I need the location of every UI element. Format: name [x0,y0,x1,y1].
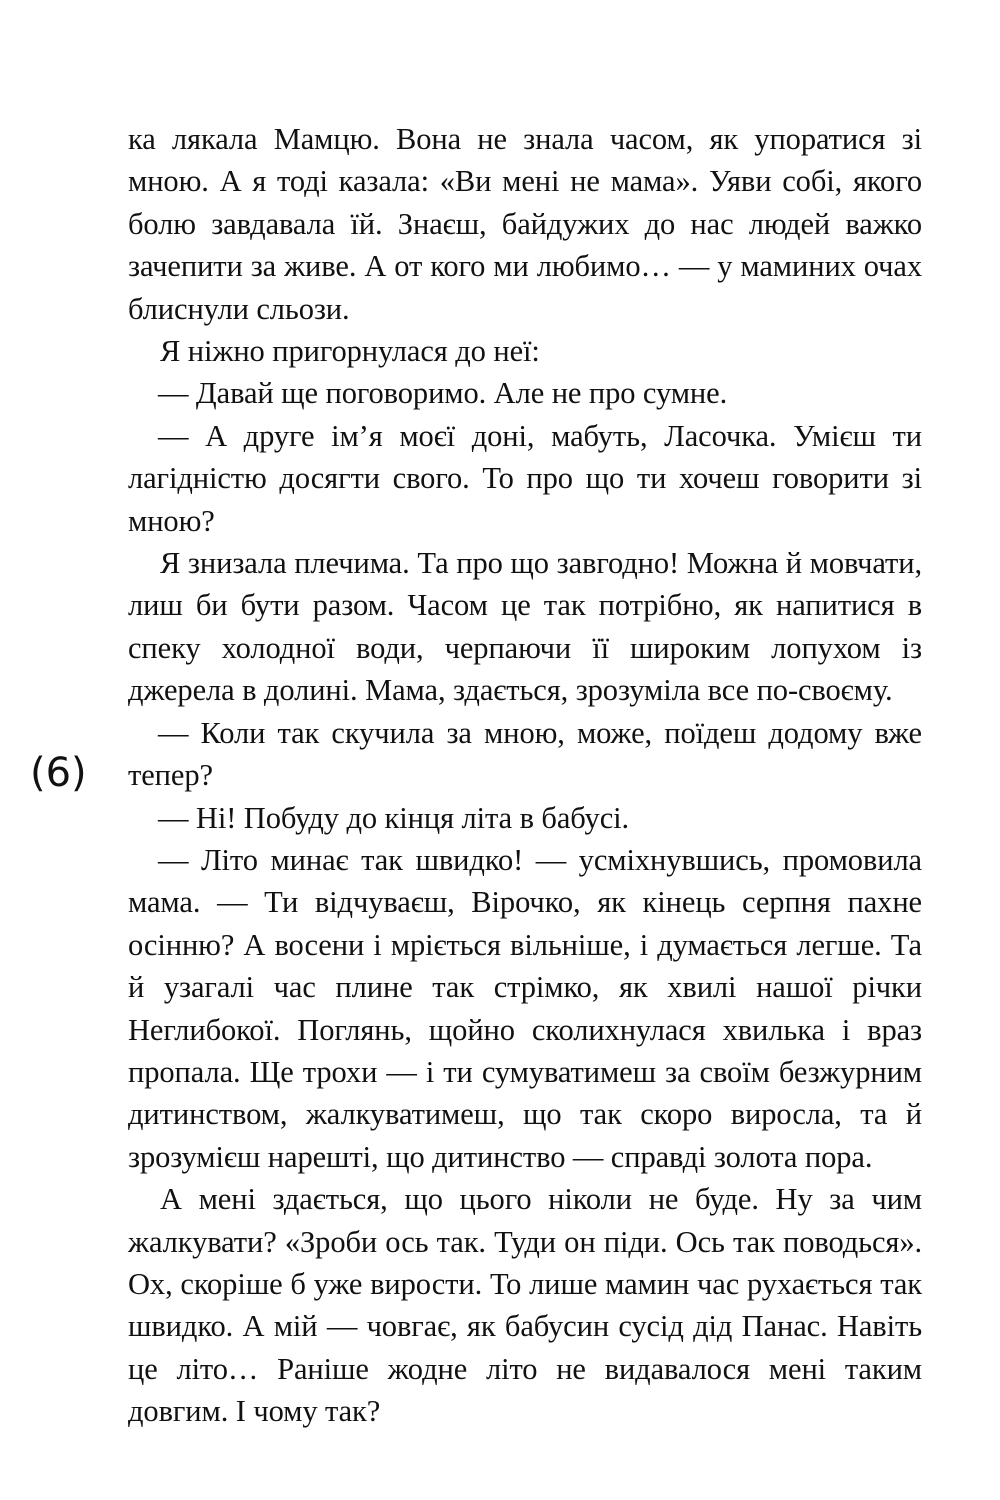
paragraph-2: Я ніжно пригорнулася до неї: [160,334,540,369]
paragraph-5: Я знизала плечима. Та про що завгодно! Можна й мовчати, лиш би бути разом. Часом це так потрібно, як напитися в спеку холодної води, черпаючи її широким лопухом із джерела в долині. Мама, здається, зрозуміла все по-своєму. [128,546,922,708]
paragraph-6: — Коли так скучила за мною, може, поїдеш додому вже тепер? [128,715,922,793]
paragraph-3: — Давай ще поговоримо. Але не про сумне. [158,376,728,411]
paragraph-4: — А друге ім’я моєї доні, мабуть, Ласочка. Умієш ти лагідністю досягти свого. То про що ти хочеш говорити зі мною? [128,418,922,538]
page-text [128,118,922,1433]
paragraph-8: — Літо минає так швидко! — усміхнувшись, промовила мама. — Ти відчуваєш, Вірочко, як кінець серпня пахне осінню? А восени і мріється вільніше, і думається легше. Та й узагалі час плине так стрімко, як хвилі нашої річки Неглибокої. Поглянь, щойно сколихнулася хвилька і враз пропала. Ще трохи — і ти сумуватимеш за своїм безжурним дитинством, жалкуватимеш, що так скоро виросла, та й зрозумієш нарешті, що дитинство — справді золота пора. [128,842,922,1174]
paragraph-1: ка лякала Мамцю. Вона не знала часом, як упоратися зі мною. А я тоді казала: «Ви мені не мама». Уяви собі, якого болю завдавала їй. Знаєш, байдужих до нас людей важко зачепити за живе. А от кого ми любимо… — у маминих очах блиснули сльози. [128,122,922,326]
paragraph-9: А мені здається, що цього ніколи не буде. Ну за чим жалкувати? «Зроби ось так. Туди он піди. Ось так поводься». Ох, скоріше б уже вирости. То лише мамин час рухається так швидко. А мій — човгає, як бабусин сусід дід Панас. Навіть це літо… Раніше жодне літо не видавалося мені таким довгим. І чому так? [128,1182,922,1429]
margin-mark: (6) [30,750,87,796]
paragraph-7: — Ні! Побуду до кінця літа в бабусі. [158,800,630,835]
